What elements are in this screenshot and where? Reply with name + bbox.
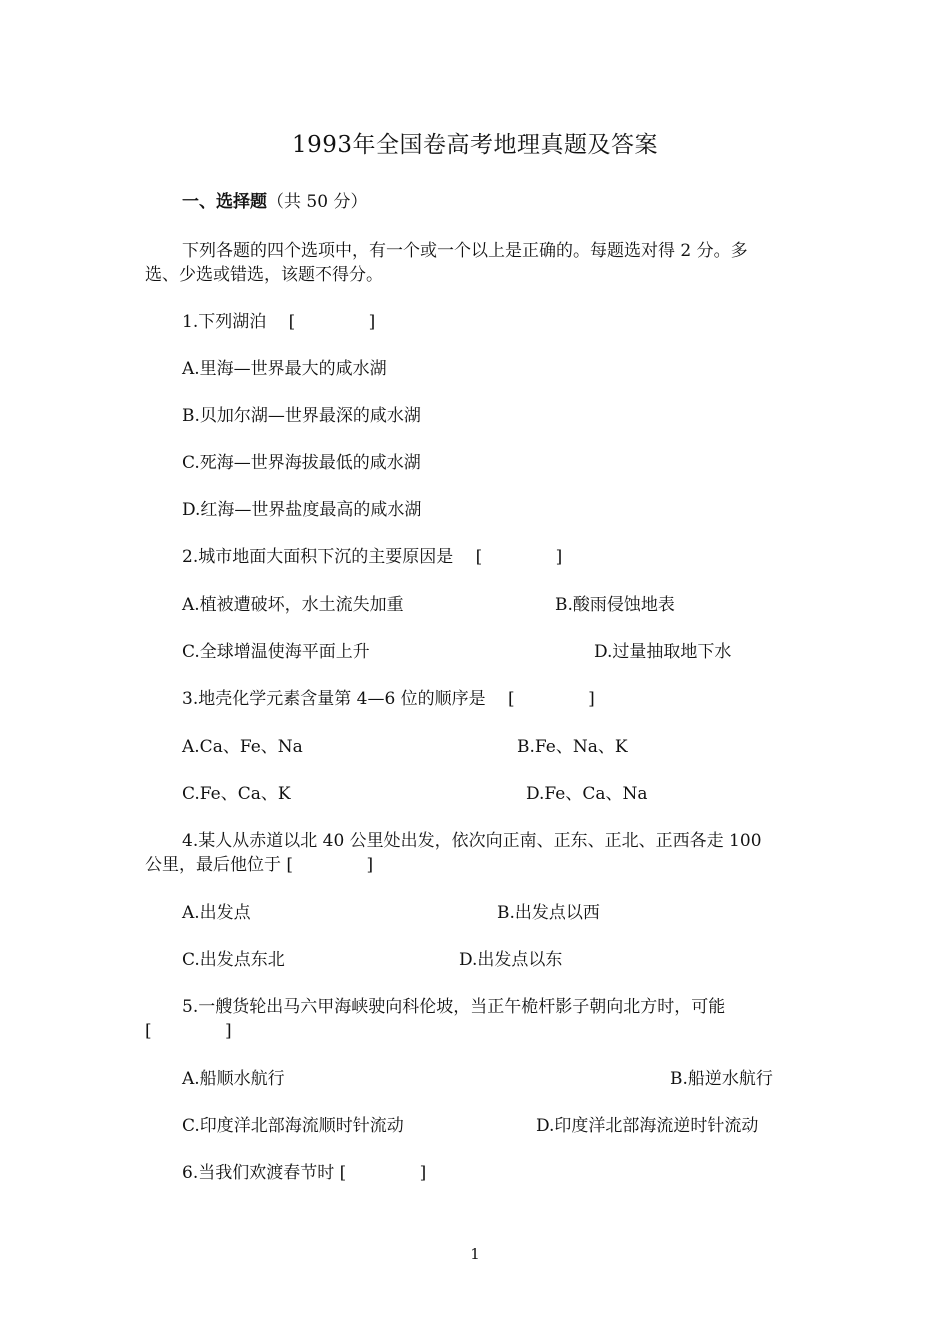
question-3-option-a: A.Ca、Fe、Na xyxy=(182,737,303,757)
question-4-option-c: C.出发点东北 xyxy=(182,950,285,970)
question-4-option-d: D.出发点以东 xyxy=(459,950,563,970)
question-1-option-d: D.红海—世界盐度最高的咸水湖 xyxy=(182,500,422,520)
question-2-option-d: D.过量抽取地下水 xyxy=(594,642,732,662)
question-4-stem-line-2: 公里，最后他位于 [ ] xyxy=(145,855,374,875)
section-heading xyxy=(182,190,367,214)
question-2-stem: 2.城市地面大面积下沉的主要原因是 [ ] xyxy=(182,547,563,567)
question-5-option-b: B.船逆水航行 xyxy=(670,1069,773,1089)
document-title: 1993年全国卷高考地理真题及答案 xyxy=(291,132,659,158)
question-4-stem-line-1: 4.某人从赤道以北 40 公里处出发，依次向正南、正东、正北、正西各走 100 xyxy=(182,831,762,851)
question-3-option-b: B.Fe、Na、K xyxy=(517,737,628,757)
question-5-stem-line-1: 5.一艘货轮出马六甲海峡驶向科伦坡，当正午桅杆影子朝向北方时，可能 xyxy=(182,997,726,1017)
question-4-option-b: B.出发点以西 xyxy=(497,903,600,923)
question-3-option-c: C.Fe、Ca、K xyxy=(182,784,291,804)
question-3-stem: 3.地壳化学元素含量第 4—6 位的顺序是 [ ] xyxy=(182,689,595,709)
question-5-option-d: D.印度洋北部海流逆时针流动 xyxy=(536,1116,759,1136)
question-4-option-a: A.出发点 xyxy=(182,903,251,923)
question-5-stem-line-2: [ ] xyxy=(145,1021,232,1041)
instructions-line-2: 选、少选或错选，该题不得分。 xyxy=(145,265,383,285)
question-1-option-a: A.里海—世界最大的咸水湖 xyxy=(182,359,387,379)
question-2-option-b: B.酸雨侵蚀地表 xyxy=(555,595,675,615)
question-2-option-a: A.植被遭破坏，水土流失加重 xyxy=(182,595,404,615)
question-1-stem: 1.下列湖泊 [ ] xyxy=(182,312,376,332)
section-heading-note: （共 50 分） xyxy=(267,192,368,212)
question-1-option-c: C.死海—世界海拔最低的咸水湖 xyxy=(182,453,421,473)
page-number: 1 xyxy=(470,1245,480,1263)
section-heading-label: 一、选择题 xyxy=(182,192,267,212)
question-1-option-b: B.贝加尔湖—世界最深的咸水湖 xyxy=(182,406,421,426)
instructions-line-1: 下列各题的四个选项中，有一个或一个以上是正确的。每题选对得 2 分。多 xyxy=(182,241,748,261)
question-3-option-d: D.Fe、Ca、Na xyxy=(526,784,648,804)
question-5-option-a: A.船顺水航行 xyxy=(182,1069,285,1089)
question-6-stem: 6.当我们欢渡春节时 [ ] xyxy=(182,1163,427,1183)
question-5-option-c: C.印度洋北部海流顺时针流动 xyxy=(182,1116,404,1136)
question-2-option-c: C.全球增温使海平面上升 xyxy=(182,642,370,662)
